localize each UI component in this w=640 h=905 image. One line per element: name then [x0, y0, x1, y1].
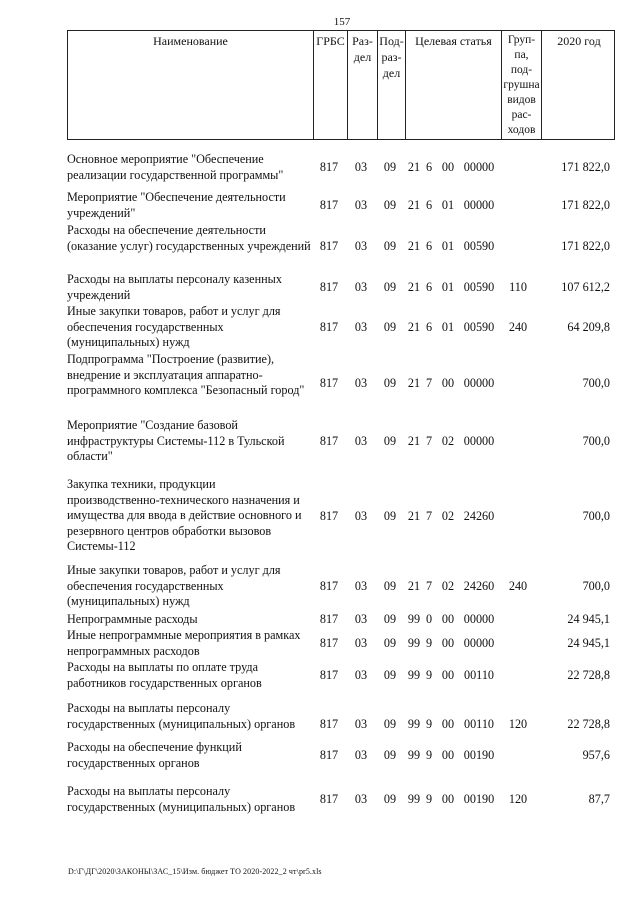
- cell-sum: 957,6: [582, 748, 610, 762]
- cell-cs4: 00000: [463, 198, 495, 212]
- cell-sum: 700,0: [582, 579, 610, 593]
- cell-vid: 120: [508, 792, 528, 806]
- cell-cs3: 01: [441, 280, 455, 294]
- row-name: Расходы на выплаты по оплате труда работников государственных органов: [67, 660, 262, 690]
- cell-cs1: 99: [407, 717, 421, 731]
- cell-podr: 09: [383, 198, 397, 212]
- cell-podr: 09: [383, 509, 397, 523]
- cell-cs3: 00: [441, 668, 455, 682]
- row-name: Иные непрограммные мероприятия в рамках непрограммных расходов: [67, 628, 301, 658]
- cell-podr: 09: [383, 612, 397, 626]
- cell-cs1: 99: [407, 636, 421, 650]
- cell-sum: 700,0: [582, 509, 610, 523]
- cell-cs1: 21: [407, 434, 421, 448]
- cell-cs1: 21: [407, 320, 421, 334]
- cell-podr: 09: [383, 280, 397, 294]
- cell-cs2: 6: [425, 280, 433, 294]
- cell-cs1: 21: [407, 509, 421, 523]
- cell-vid: 120: [508, 717, 528, 731]
- cell-sum: 24 945,1: [567, 612, 610, 626]
- cell-cs4: 00000: [463, 160, 495, 174]
- cell-cs2: 7: [425, 376, 433, 390]
- cell-cs4: 00190: [463, 748, 495, 762]
- header-name: [68, 31, 313, 139]
- cell-razd: 03: [354, 376, 368, 390]
- cell-sum: 22 728,8: [567, 668, 610, 682]
- cell-cs1: 21: [407, 579, 421, 593]
- cell-cs3: 02: [441, 434, 455, 448]
- cell-cs2: 7: [425, 579, 433, 593]
- cell-grbs: 817: [319, 612, 339, 626]
- cell-razd: 03: [354, 280, 368, 294]
- cell-cs4: 00000: [463, 376, 495, 390]
- cell-cs3: 00: [441, 160, 455, 174]
- header-name-label: Наименование: [153, 34, 228, 48]
- cell-podr: 09: [383, 579, 397, 593]
- cell-cs3: 01: [441, 239, 455, 253]
- cell-cs4: 00110: [463, 668, 495, 682]
- row-name: Иные закупки товаров, работ и услуг для обеспечения государственных (муниципальных) нужд: [67, 563, 281, 608]
- cell-grbs: 817: [319, 668, 339, 682]
- cell-grbs: 817: [319, 239, 339, 253]
- cell-grbs: 817: [319, 509, 339, 523]
- cell-podr: 09: [383, 748, 397, 762]
- cell-razd: 03: [354, 160, 368, 174]
- cell-podr: 09: [383, 160, 397, 174]
- cell-sum: 22 728,8: [567, 717, 610, 731]
- row-name: Расходы на обеспечение функций государственных органов: [67, 740, 242, 770]
- cell-podr: 09: [383, 434, 397, 448]
- cell-sum: 87,7: [588, 792, 610, 806]
- cell-razd: 03: [354, 198, 368, 212]
- cell-razd: 03: [354, 612, 368, 626]
- row-name: Расходы на выплаты персоналу государственных (муниципальных) органов: [67, 701, 296, 731]
- header-grbs: [313, 31, 347, 139]
- header-razdel: [347, 31, 377, 139]
- cell-cs1: 99: [407, 792, 421, 806]
- header-target-label: Целевая статья: [415, 34, 492, 48]
- cell-cs1: 21: [407, 160, 421, 174]
- cell-cs4: 00110: [463, 717, 495, 731]
- cell-sum: 24 945,1: [567, 636, 610, 650]
- cell-sum: 171 822,0: [561, 198, 610, 212]
- cell-cs4: 00590: [463, 280, 495, 294]
- cell-cs2: 6: [425, 198, 433, 212]
- row-name: Расходы на выплаты персоналу государственных (муниципальных) органов: [67, 784, 296, 814]
- cell-cs3: 00: [441, 792, 455, 806]
- footer-path: D:\Г\ДГ\2020\ЗАКОНЫ\ЗАС_15\Изм. бюджет ТО 2020-2022_2 чт\pr5.xls: [68, 867, 322, 876]
- cell-cs4: 00000: [463, 434, 495, 448]
- cell-grbs: 817: [319, 376, 339, 390]
- cell-cs4: 00000: [463, 612, 495, 626]
- cell-cs1: 99: [407, 612, 421, 626]
- table-header: [67, 30, 615, 140]
- cell-cs3: 00: [441, 612, 455, 626]
- row-name: Иные закупки товаров, работ и услуг для обеспечения государственных (муниципальных) нужд: [67, 304, 281, 349]
- cell-razd: 03: [354, 636, 368, 650]
- page-number: 157: [333, 16, 351, 28]
- cell-cs4: 00590: [463, 320, 495, 334]
- cell-cs2: 9: [425, 748, 433, 762]
- cell-razd: 03: [354, 748, 368, 762]
- cell-cs3: 00: [441, 636, 455, 650]
- cell-cs1: 21: [407, 280, 421, 294]
- cell-cs1: 21: [407, 376, 421, 390]
- cell-sum: 171 822,0: [561, 239, 610, 253]
- cell-cs2: 9: [425, 636, 433, 650]
- cell-razd: 03: [354, 509, 368, 523]
- cell-cs2: 7: [425, 509, 433, 523]
- header-razdel-label: Раз- дел: [352, 34, 373, 64]
- row-name: Закупка техники, продукции производственно-технического назначения и имущества для ввода в действие основного и резервного центров обработки вызовов Системы-112: [67, 477, 302, 553]
- cell-cs3: 01: [441, 320, 455, 334]
- cell-razd: 03: [354, 792, 368, 806]
- header-podrazdel-label: Под- раз- дел: [379, 34, 404, 80]
- cell-cs4: 00590: [463, 239, 495, 253]
- row-name: Расходы на обеспечение деятельности (оказание услуг) государственных учреждений: [67, 223, 311, 253]
- row-name: Подпрограмма "Построение (развитие), внедрение и эксплуатация аппаратно-программного комплекса "Безопасный город": [67, 352, 305, 397]
- cell-grbs: 817: [319, 636, 339, 650]
- header-vid-label: Груп- па, под- грушна видов рас- ходов: [503, 34, 540, 136]
- cell-cs4: 24260: [463, 509, 495, 523]
- cell-cs2: 9: [425, 717, 433, 731]
- cell-grbs: 817: [319, 160, 339, 174]
- cell-grbs: 817: [319, 748, 339, 762]
- cell-vid: 240: [508, 320, 528, 334]
- cell-cs2: 9: [425, 668, 433, 682]
- cell-sum: 107 612,2: [561, 280, 610, 294]
- cell-cs3: 00: [441, 376, 455, 390]
- cell-podr: 09: [383, 239, 397, 253]
- cell-cs3: 00: [441, 717, 455, 731]
- header-target: [405, 31, 501, 139]
- row-name: Мероприятие "Обеспечение деятельности учреждений": [67, 190, 286, 220]
- cell-grbs: 817: [319, 434, 339, 448]
- cell-cs2: 6: [425, 160, 433, 174]
- cell-podr: 09: [383, 376, 397, 390]
- cell-sum: 700,0: [582, 376, 610, 390]
- cell-cs1: 99: [407, 668, 421, 682]
- cell-grbs: 817: [319, 717, 339, 731]
- cell-razd: 03: [354, 320, 368, 334]
- cell-cs2: 0: [425, 612, 433, 626]
- cell-cs1: 99: [407, 748, 421, 762]
- cell-razd: 03: [354, 239, 368, 253]
- cell-cs4: 00000: [463, 636, 495, 650]
- row-name: Непрограммные расходы: [67, 612, 198, 626]
- cell-grbs: 817: [319, 280, 339, 294]
- row-name: Расходы на выплаты персоналу казенных учреждений: [67, 272, 282, 302]
- header-vid: [501, 31, 541, 139]
- cell-cs1: 21: [407, 239, 421, 253]
- header-grbs-label: ГРБС: [316, 34, 345, 48]
- cell-podr: 09: [383, 320, 397, 334]
- header-year-label: 2020 год: [557, 34, 601, 48]
- cell-grbs: 817: [319, 792, 339, 806]
- cell-razd: 03: [354, 668, 368, 682]
- cell-razd: 03: [354, 579, 368, 593]
- header-podrazdel: [377, 31, 405, 139]
- cell-cs3: 02: [441, 509, 455, 523]
- row-name: Основное мероприятие "Обеспечение реализации государственной программы": [67, 152, 284, 182]
- cell-sum: 171 822,0: [561, 160, 610, 174]
- cell-vid: 110: [509, 280, 527, 294]
- cell-vid: 240: [508, 579, 528, 593]
- cell-cs4: 00190: [463, 792, 495, 806]
- cell-cs2: 6: [425, 239, 433, 253]
- cell-cs1: 21: [407, 198, 421, 212]
- cell-grbs: 817: [319, 579, 339, 593]
- cell-cs4: 24260: [463, 579, 495, 593]
- cell-razd: 03: [354, 434, 368, 448]
- cell-sum: 700,0: [582, 434, 610, 448]
- cell-podr: 09: [383, 717, 397, 731]
- cell-cs2: 6: [425, 320, 433, 334]
- cell-grbs: 817: [319, 198, 339, 212]
- cell-cs3: 02: [441, 579, 455, 593]
- cell-grbs: 817: [319, 320, 339, 334]
- cell-cs2: 9: [425, 792, 433, 806]
- header-year: [541, 31, 616, 139]
- cell-podr: 09: [383, 668, 397, 682]
- cell-razd: 03: [354, 717, 368, 731]
- cell-podr: 09: [383, 792, 397, 806]
- cell-cs3: 00: [441, 748, 455, 762]
- row-name: Мероприятие "Создание базовой инфраструктуры Системы-112 в Тульской области": [67, 418, 285, 463]
- cell-podr: 09: [383, 636, 397, 650]
- cell-cs3: 01: [441, 198, 455, 212]
- cell-cs2: 7: [425, 434, 433, 448]
- cell-sum: 64 209,8: [567, 320, 610, 334]
